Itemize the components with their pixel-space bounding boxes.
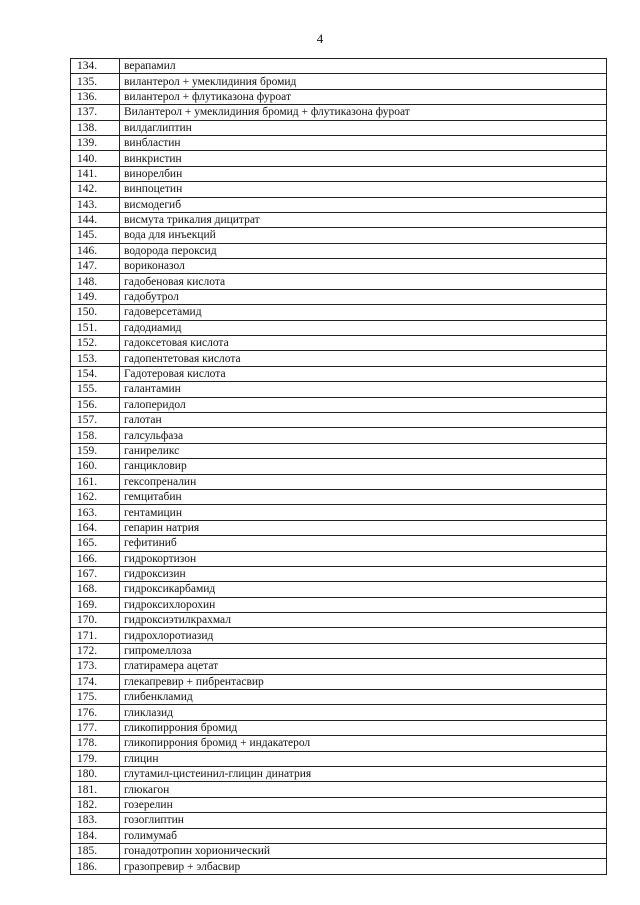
table-row [71,428,607,443]
drug-name: вилдаглиптин [120,120,607,135]
table-row [71,766,607,781]
row-number: 165. [71,536,120,551]
row-number: 160. [71,459,120,474]
drug-name: гликопиррония бромид + индакатерол [120,736,607,751]
row-number: 172. [71,643,120,658]
drug-name: гадобутрол [120,289,607,304]
row-number: 155. [71,382,120,397]
drug-name: гадобеновая кислота [120,274,607,289]
drug-name: гидрокортизон [120,551,607,566]
drug-name: гонадотропин хорионический [120,843,607,858]
table-row [71,520,607,535]
table-row [71,351,607,366]
row-number: 186. [71,859,120,874]
table-row [71,89,607,104]
row-number: 137. [71,105,120,120]
row-number: 157. [71,412,120,427]
drug-name: гепарин натрия [120,520,607,535]
row-number: 180. [71,766,120,781]
row-number: 147. [71,259,120,274]
row-number: 171. [71,628,120,643]
table-body [71,59,607,875]
table-row [71,536,607,551]
table-row [71,843,607,858]
table-row [71,474,607,489]
table-row [71,443,607,458]
table-row [71,320,607,335]
drug-name: гадоверсетамид [120,305,607,320]
drug-name: гемцитабин [120,489,607,504]
row-number: 161. [71,474,120,489]
drug-name: гидроксизин [120,566,607,581]
drug-name: гликлазид [120,705,607,720]
row-number: 177. [71,720,120,735]
drug-name: гадопентетовая кислота [120,351,607,366]
table-row [71,382,607,397]
table-row [71,828,607,843]
drug-name: глутамил-цистеинил-глицин динатрия [120,766,607,781]
row-number: 169. [71,597,120,612]
table-row [71,551,607,566]
row-number: 184. [71,828,120,843]
drug-name: Вилантерол + умеклидиния бромид + флутиказона фуроат [120,105,607,120]
table-row [71,582,607,597]
table-row [71,412,607,427]
drug-name: водорода пероксид [120,243,607,258]
row-number: 135. [71,74,120,89]
row-number: 151. [71,320,120,335]
table-row [71,674,607,689]
table-row [71,212,607,227]
table-row [71,274,607,289]
drug-name: гадоксетовая кислота [120,336,607,351]
drug-name: гидроксикарбамид [120,582,607,597]
table-row [71,628,607,643]
row-number: 149. [71,289,120,304]
drug-name: гидрохлоротиазид [120,628,607,643]
row-number: 185. [71,843,120,858]
drug-name: гразопревир + элбасвир [120,859,607,874]
drug-name: винорелбин [120,166,607,181]
table-row [71,59,607,74]
table-row [71,182,607,197]
row-number: 162. [71,489,120,504]
row-number: 154. [71,366,120,381]
drug-name: глатирамера ацетат [120,659,607,674]
drug-name: висмута трикалия дицитрат [120,212,607,227]
drug-name: вилантерол + флутиказона фуроат [120,89,607,104]
table-row [71,659,607,674]
table-row [71,151,607,166]
row-number: 134. [71,59,120,74]
row-number: 179. [71,751,120,766]
drug-name: гадодиамид [120,320,607,335]
table-row [71,243,607,258]
table-row [71,813,607,828]
drug-name: галотан [120,412,607,427]
row-number: 181. [71,782,120,797]
table-row [71,751,607,766]
drug-name: гексопреналин [120,474,607,489]
row-number: 143. [71,197,120,212]
drug-name: глекапревир + пибрентасвир [120,674,607,689]
table-row [71,690,607,705]
table-row [71,105,607,120]
table-row [71,336,607,351]
row-number: 150. [71,305,120,320]
table-row [71,74,607,89]
table-row [71,489,607,504]
row-number: 174. [71,674,120,689]
drug-name: гентамицин [120,505,607,520]
table-row [71,228,607,243]
drug-name: винпоцетин [120,182,607,197]
drug-name: верапамил [120,59,607,74]
row-number: 136. [71,89,120,104]
table-row [71,736,607,751]
row-number: 141. [71,166,120,181]
row-number: 159. [71,443,120,458]
drug-list-table [70,58,607,875]
table-row [71,305,607,320]
row-number: 156. [71,397,120,412]
drug-name: галантамин [120,382,607,397]
table-row [71,613,607,628]
row-number: 170. [71,613,120,628]
table-row [71,643,607,658]
row-number: 166. [71,551,120,566]
row-number: 138. [71,120,120,135]
row-number: 182. [71,797,120,812]
row-number: 146. [71,243,120,258]
table-row [71,459,607,474]
row-number: 148. [71,274,120,289]
row-number: 178. [71,736,120,751]
row-number: 176. [71,705,120,720]
drug-name: голимумаб [120,828,607,843]
row-number: 152. [71,336,120,351]
drug-name: галоперидол [120,397,607,412]
table-row [71,797,607,812]
row-number: 158. [71,428,120,443]
table-row [71,505,607,520]
row-number: 183. [71,813,120,828]
drug-name: глюкагон [120,782,607,797]
drug-name: гликопиррония бромид [120,720,607,735]
drug-name: гозоглиптин [120,813,607,828]
drug-name: вода для инъекций [120,228,607,243]
row-number: 167. [71,566,120,581]
table-row [71,566,607,581]
drug-name: гефитиниб [120,536,607,551]
drug-name: гипромеллоза [120,643,607,658]
drug-name: Гадотеровая кислота [120,366,607,381]
page-number: 4 [316,31,324,46]
table-row [71,782,607,797]
table-row [71,197,607,212]
drug-name: винбластин [120,135,607,150]
table-row [71,597,607,612]
row-number: 153. [71,351,120,366]
row-number: 145. [71,228,120,243]
table-row [71,259,607,274]
drug-name: ганцикловир [120,459,607,474]
row-number: 175. [71,690,120,705]
drug-name: висмодегиб [120,197,607,212]
drug-name: вилантерол + умеклидиния бромид [120,74,607,89]
drug-name: ганиреликс [120,443,607,458]
drug-name: гидроксихлорохин [120,597,607,612]
drug-name: гидроксиэтилкрахмал [120,613,607,628]
row-number: 163. [71,505,120,520]
table-row [71,166,607,181]
row-number: 164. [71,520,120,535]
table-row [71,120,607,135]
table-row [71,135,607,150]
drug-name: вориконазол [120,259,607,274]
row-number: 142. [71,182,120,197]
table-row [71,366,607,381]
table-row [71,705,607,720]
row-number: 168. [71,582,120,597]
drug-name: гозерелин [120,797,607,812]
row-number: 144. [71,212,120,227]
table-row [71,720,607,735]
drug-name: глицин [120,751,607,766]
drug-name: галсульфаза [120,428,607,443]
row-number: 140. [71,151,120,166]
table-row [71,289,607,304]
drug-name: винкристин [120,151,607,166]
row-number: 173. [71,659,120,674]
drug-name: глибенкламид [120,690,607,705]
table-row [71,397,607,412]
row-number: 139. [71,135,120,150]
table-row [71,859,607,874]
